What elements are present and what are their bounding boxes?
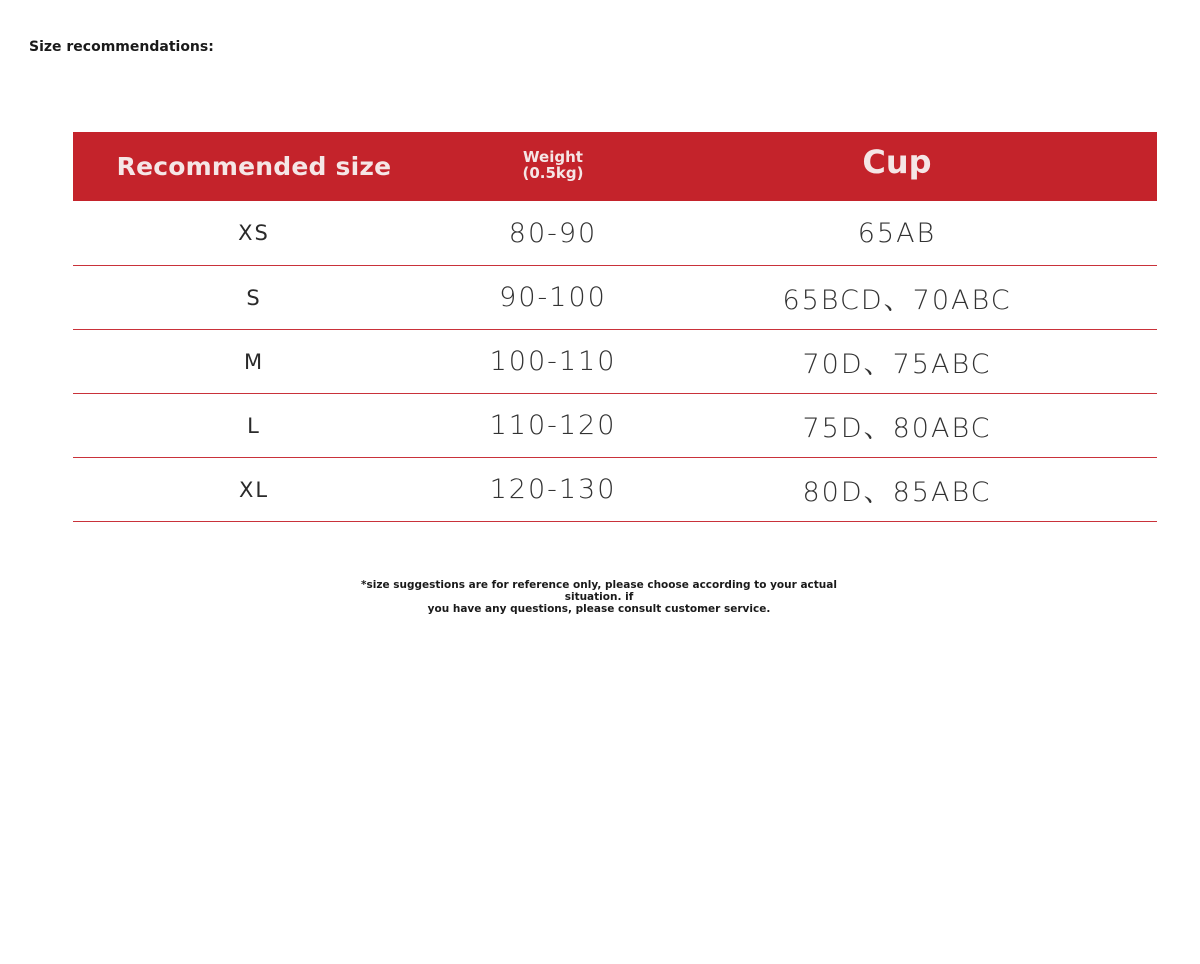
table-row [73, 266, 1157, 330]
cell-weight: 110-120 [489, 410, 617, 441]
cell-size: L [247, 413, 261, 438]
footnote [340, 579, 858, 615]
page-title: Size recommendations: [29, 39, 214, 55]
cell-cup: 75D、80ABC [802, 413, 992, 444]
cell-weight: 120-130 [489, 474, 617, 505]
cell-cup: 80D、85ABC [802, 477, 992, 508]
table-header-row [73, 132, 1157, 201]
size-table [73, 132, 1157, 522]
cell-weight: 100-110 [489, 346, 617, 377]
header-weight-unit: (0.5kg) [522, 163, 584, 182]
cell-cup: 65AB [857, 217, 937, 249]
cell-cup: 65BCD、70ABC [782, 285, 1012, 316]
table-row [73, 330, 1157, 394]
table-row [73, 201, 1157, 266]
footnote-line: *size suggestions are for reference only, please choose according to your actual situation. if [361, 579, 837, 603]
header-recommended-size: Recommended size [116, 152, 392, 181]
footnote-line: you have any questions, please consult customer service. [427, 603, 771, 615]
table-row [73, 458, 1157, 522]
header-weight-label: Weight [523, 147, 583, 166]
header-weight [435, 149, 671, 181]
cell-weight: 80-90 [508, 217, 598, 249]
cell-size: XS [238, 221, 270, 245]
header-cup: Cup [862, 142, 932, 181]
cell-size: S [246, 285, 262, 310]
cell-size: XL [238, 477, 270, 502]
cell-size: M [243, 349, 265, 374]
table-row [73, 394, 1157, 458]
cell-weight: 90-100 [499, 282, 607, 313]
cell-cup: 70D、75ABC [802, 349, 992, 380]
